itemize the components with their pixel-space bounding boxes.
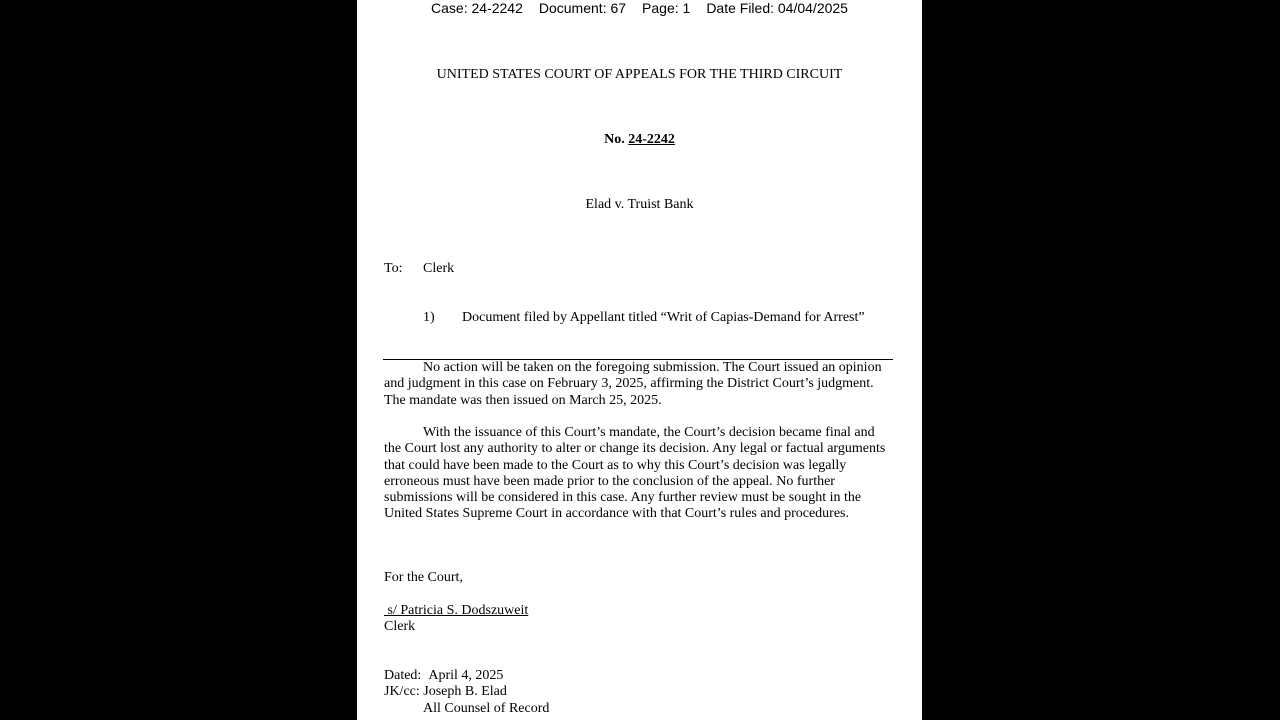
submission-item <box>423 310 865 326</box>
signature-block <box>384 603 528 636</box>
dated-label: Dated: <box>384 668 422 683</box>
document-page <box>357 0 922 720</box>
header-case: Case: 24-2242 <box>431 0 523 16</box>
signature-name: s/ Patricia S. Dodszuweit <box>384 603 529 618</box>
submission-item-number: 1) <box>423 310 435 325</box>
case-number-prefix: No. <box>604 132 625 147</box>
cc-label: JK/cc: <box>384 684 420 700</box>
filing-header <box>357 0 922 17</box>
header-page: Page: 1 <box>642 0 691 16</box>
addressee-line <box>384 261 454 277</box>
case-name: Elad v. Truist Bank <box>585 197 694 212</box>
closing: For the Court, <box>384 570 463 585</box>
case-number-value: 24-2242 <box>628 132 675 147</box>
paragraph-text: With the issuance of this Court’s mandate, the Court’s decision became final and the Court lost any authority to alter or change its decision. Any legal or factual arguments that could have been made to the Court as to why this Court’s decision was legally erroneous must have been made prior to the conclusion of the appeal. No further submissions will be considered in this case. Any further review must be sought in the United States Supreme Court in accordance with that Court’s rules and procedures. <box>384 425 886 522</box>
paragraph-no-action <box>384 360 892 409</box>
court-title: UNITED STATES COURT OF APPEALS FOR THE THIRD CIRCUIT <box>436 67 843 82</box>
header-date-filed: Date Filed: 04/04/2025 <box>706 0 848 16</box>
paragraph-mandate <box>384 425 892 523</box>
paragraph-text: No action will be taken on the foregoing submission. The Court issued an opinion and judgment in this case on February 3, 2025, affirming the District Court’s judgment. The mandate was then issued on March 25, 2025. <box>384 360 882 408</box>
cc-name: Joseph B. Elad <box>423 684 507 700</box>
signature-title: Clerk <box>384 619 416 635</box>
header-document: Document: 67 <box>538 0 627 16</box>
addressee-label: To: <box>384 261 403 276</box>
addressee-name: Clerk <box>423 261 455 276</box>
dated-block <box>384 668 549 717</box>
case-number <box>357 132 922 148</box>
submission-item-text: Document filed by Appellant titled “Writ of Capias-Demand for Arrest” <box>462 310 865 325</box>
dated-date: April 4, 2025 <box>428 668 504 683</box>
cc-other: All Counsel of Record <box>423 700 550 716</box>
